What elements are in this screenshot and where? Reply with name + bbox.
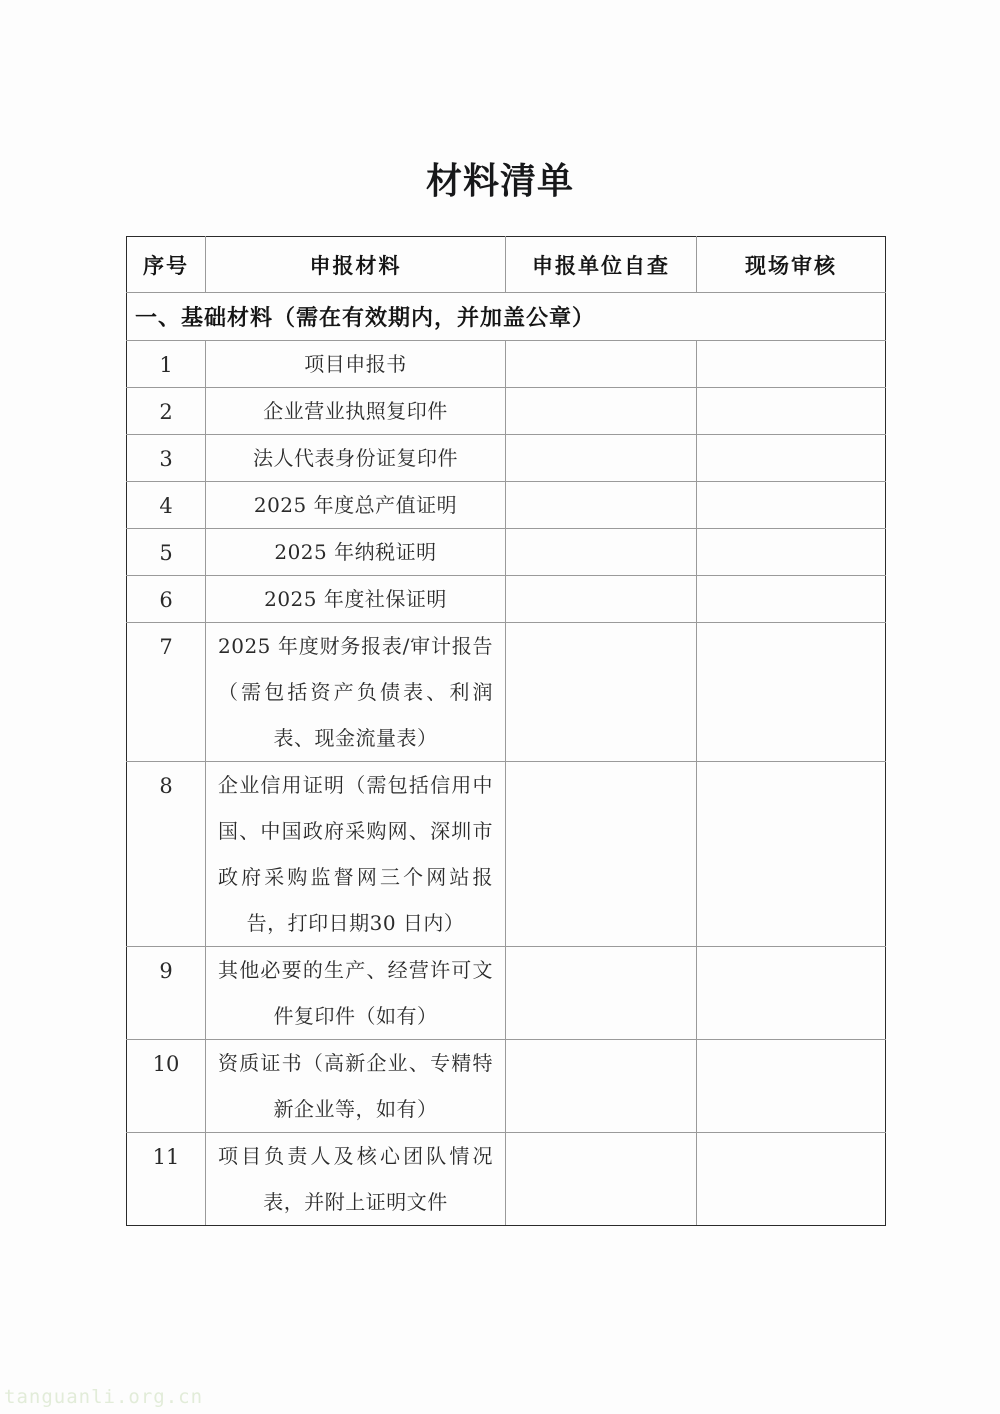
header-cell-no (127, 237, 206, 293)
table-body (127, 237, 886, 1226)
header-label-no: 序号 (143, 252, 189, 278)
cell-self-check[interactable] (506, 341, 697, 388)
cell-material (206, 947, 506, 1040)
material-text: 其他必要的生产、经营许可文件复印件（如有） (218, 958, 493, 1028)
cell-self-check[interactable] (506, 482, 697, 529)
material-text: 项目负责人及核心团队情况表，并附上证明文件 (218, 1144, 493, 1214)
row-index-label: 8 (159, 774, 173, 798)
cell-onsite-review[interactable] (697, 1133, 886, 1226)
table-header-row (127, 237, 886, 293)
material-text: 2025 年度总产值证明 (253, 493, 458, 517)
header-cell-self-check (506, 237, 697, 293)
table-row (127, 576, 886, 623)
cell-self-check[interactable] (506, 529, 697, 576)
cell-material (206, 435, 506, 482)
row-index-label: 3 (159, 447, 173, 471)
cell-no (127, 1040, 206, 1133)
table-row (127, 1133, 886, 1226)
header-label-onsite-review: 现场审核 (745, 252, 837, 278)
cell-onsite-review[interactable] (697, 435, 886, 482)
table-row (127, 435, 886, 482)
row-index-label: 5 (159, 541, 173, 565)
page-title: 材料清单 (425, 160, 574, 201)
header-label-self-check: 申报单位自查 (532, 252, 670, 278)
cell-onsite-review[interactable] (697, 529, 886, 576)
material-text: 法人代表身份证复印件 (253, 446, 458, 470)
table-row (127, 947, 886, 1040)
section-header-label: 一、基础材料（需在有效期内，并加盖公章） (135, 305, 596, 331)
cell-material (206, 482, 506, 529)
material-text: 项目申报书 (304, 352, 407, 376)
cell-onsite-review[interactable] (697, 576, 886, 623)
cell-no (127, 576, 206, 623)
table-row (127, 388, 886, 435)
cell-onsite-review[interactable] (697, 388, 886, 435)
cell-no (127, 529, 206, 576)
section-header-cell (127, 293, 886, 341)
cell-no (127, 482, 206, 529)
table-row (127, 341, 886, 388)
cell-no (127, 947, 206, 1040)
header-label-material: 申报材料 (309, 252, 402, 278)
table-row (127, 1040, 886, 1133)
material-text: 企业信用证明（需包括信用中国、中国政府采购网、深圳市政府采购监督网三个网站报告，打印日期30 日内） (218, 773, 493, 935)
material-text: 资质证书（高新企业、专精特新企业等，如有） (218, 1051, 493, 1121)
cell-onsite-review[interactable] (697, 947, 886, 1040)
cell-self-check[interactable] (506, 1040, 697, 1133)
cell-no (127, 1133, 206, 1226)
cell-no (127, 435, 206, 482)
cell-self-check[interactable] (506, 388, 697, 435)
cell-no (127, 623, 206, 762)
cell-material (206, 762, 506, 947)
cell-self-check[interactable] (506, 435, 697, 482)
cell-self-check[interactable] (506, 576, 697, 623)
cell-no (127, 388, 206, 435)
row-index-label: 9 (159, 959, 173, 983)
cell-onsite-review[interactable] (697, 341, 886, 388)
material-text: 企业营业执照复印件 (263, 399, 448, 423)
cell-material (206, 623, 506, 762)
cell-material (206, 388, 506, 435)
section-header-row (127, 293, 886, 341)
material-text: 2025 年度社保证明 (264, 587, 447, 611)
cell-no (127, 762, 206, 947)
cell-onsite-review[interactable] (697, 762, 886, 947)
cell-onsite-review[interactable] (697, 1040, 886, 1133)
row-index-label: 4 (159, 494, 173, 518)
row-index-label: 6 (159, 588, 173, 612)
material-text: 2025 年度财务报表/审计报告（需包括资产负债表、利润表、现金流量表） (218, 634, 493, 750)
row-index-label: 1 (159, 353, 173, 377)
cell-material (206, 341, 506, 388)
cell-self-check[interactable] (506, 762, 697, 947)
material-list-table (126, 236, 886, 1226)
row-index-label: 10 (152, 1052, 180, 1076)
cell-material (206, 576, 506, 623)
table-row (127, 623, 886, 762)
cell-self-check[interactable] (506, 947, 697, 1040)
row-index-label: 2 (159, 400, 173, 424)
header-cell-material (206, 237, 506, 293)
cell-material (206, 1040, 506, 1133)
cell-material (206, 529, 506, 576)
table-row (127, 762, 886, 947)
row-index-label: 11 (152, 1145, 180, 1169)
material-text: 2025 年纳税证明 (274, 540, 437, 564)
cell-onsite-review[interactable] (697, 623, 886, 762)
cell-material (206, 1133, 506, 1226)
cell-self-check[interactable] (506, 1133, 697, 1226)
cell-no (127, 341, 206, 388)
material-list-table-wrapper (126, 236, 885, 1226)
row-index-label: 7 (159, 635, 173, 659)
header-cell-onsite-review (697, 237, 886, 293)
table-row (127, 529, 886, 576)
table-row (127, 482, 886, 529)
site-watermark: tanguanli.org.cn (4, 1386, 204, 1408)
cell-onsite-review[interactable] (697, 482, 886, 529)
cell-self-check[interactable] (506, 623, 697, 762)
